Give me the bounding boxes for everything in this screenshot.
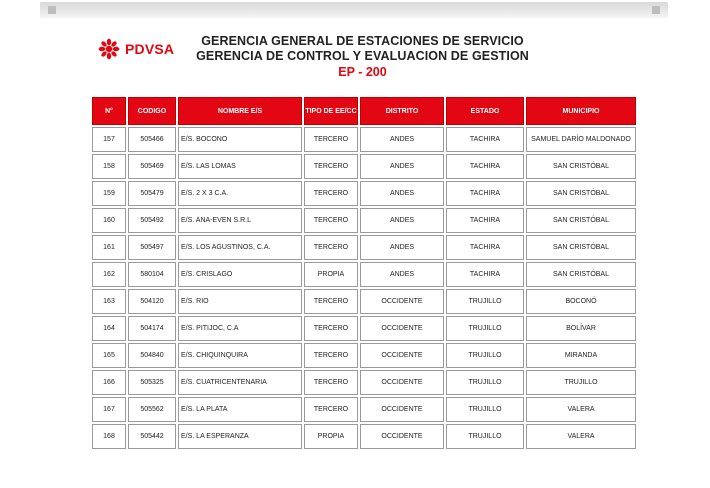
cell-type: TERCERO [304,127,358,152]
cell-municipality: VALERA [526,397,636,422]
title-line-1: GERENCIA GENERAL DE ESTACIONES DE SERVICIO [201,34,524,48]
cell-district: ANDES [360,127,444,152]
cell-municipality: SAN CRISTÓBAL [526,235,636,260]
cell-code: 505469 [128,154,176,179]
cell-number: 162 [92,262,126,287]
cell-type: TERCERO [304,289,358,314]
cell-state: TRUJILLO [446,397,524,422]
col-header-state: ESTADO [446,97,524,125]
cell-type: TERCERO [304,208,358,233]
col-header-district: DISTRITO [360,97,444,125]
cell-station-name: E/S. LA ESPERANZA [178,424,302,449]
cell-number: 163 [92,289,126,314]
pdvsa-sun-icon [98,38,120,60]
table-header-row [92,97,636,125]
cell-station-name: E/S. CRISLAGO [178,262,302,287]
viewer-toolbar [40,2,668,18]
cell-number: 159 [92,181,126,206]
cell-state: TACHIRA [446,208,524,233]
col-header-number: N° [92,97,126,125]
cell-municipality: BOCONÓ [526,289,636,314]
table-row [92,208,636,233]
cell-code: 505325 [128,370,176,395]
table-row [92,181,636,206]
cell-code: 505497 [128,235,176,260]
table-row [92,424,636,449]
cell-station-name: E/S. CHIQUINQUIRA [178,343,302,368]
cell-code: 580104 [128,262,176,287]
cell-state: TACHIRA [446,127,524,152]
cell-municipality: SAN CRISTÓBAL [526,208,636,233]
cell-state: TRUJILLO [446,424,524,449]
cell-district: OCCIDENTE [360,343,444,368]
cell-code: 505466 [128,127,176,152]
table-row [92,370,636,395]
cell-state: TACHIRA [446,181,524,206]
table-row [92,316,636,341]
cell-code: 505562 [128,397,176,422]
cell-number: 161 [92,235,126,260]
cell-number: 168 [92,424,126,449]
cell-district: OCCIDENTE [360,424,444,449]
cell-state: TACHIRA [446,154,524,179]
col-header-type: TIPO DE EE/CC [304,97,358,125]
cell-district: OCCIDENTE [360,316,444,341]
cell-number: 160 [92,208,126,233]
cell-code: 504174 [128,316,176,341]
logo-text: PDVSA [125,41,175,57]
cell-station-name: E/S. LA PLATA [178,397,302,422]
cell-station-name: E/S. CUATRICENTENARIA [178,370,302,395]
table-row [92,397,636,422]
stations-table [90,95,638,451]
cell-station-name: E/S. BOCONO [178,127,302,152]
table-row [92,262,636,287]
cell-state: TACHIRA [446,262,524,287]
col-header-code: CODIGO [128,97,176,125]
cell-municipality: VALERA [526,424,636,449]
cell-municipality: SAN CRISTÓBAL [526,181,636,206]
cell-number: 158 [92,154,126,179]
pdvsa-logo [98,38,174,60]
cell-station-name: E/S. PITIJOC, C.A [178,316,302,341]
cell-district: OCCIDENTE [360,289,444,314]
cell-number: 167 [92,397,126,422]
cell-type: PROPIA [304,262,358,287]
table-row [92,289,636,314]
cell-state: TRUJILLO [446,316,524,341]
cell-type: TERCERO [304,397,358,422]
cell-type: TERCERO [304,370,358,395]
cell-station-name: E/S. 2 X 3 C.A. [178,181,302,206]
cell-state: TRUJILLO [446,370,524,395]
cell-municipality: TRUJILLO [526,370,636,395]
cell-type: TERCERO [304,235,358,260]
cell-district: ANDES [360,235,444,260]
cell-municipality: SAN CRISTÓBAL [526,262,636,287]
cell-number: 165 [92,343,126,368]
cell-number: 164 [92,316,126,341]
cell-station-name: E/S. LOS AGUSTINOS, C.A. [178,235,302,260]
cell-district: ANDES [360,262,444,287]
cell-district: ANDES [360,181,444,206]
cell-type: TERCERO [304,316,358,341]
cell-code: 505442 [128,424,176,449]
cell-district: OCCIDENTE [360,370,444,395]
cell-type: TERCERO [304,181,358,206]
document-header [185,34,540,80]
cell-municipality: SAN CRISTÓBAL [526,154,636,179]
cell-code: 504120 [128,289,176,314]
cell-state: TACHIRA [446,235,524,260]
cell-station-name: E/S. LAS LOMAS [178,154,302,179]
cell-code: 504840 [128,343,176,368]
document-code: EP - 200 [338,65,387,79]
cell-station-name: E/S. ANA-EVEN S.R.L [178,208,302,233]
cell-code: 505479 [128,181,176,206]
cell-municipality: BOLÍVAR [526,316,636,341]
cell-district: OCCIDENTE [360,397,444,422]
cell-municipality: MIRANDA [526,343,636,368]
cell-municipality: SAMUEL DARÍO MALDONADO [526,127,636,152]
cell-number: 157 [92,127,126,152]
title-line-2: GERENCIA DE CONTROL Y EVALUACION DE GESTION [196,49,529,63]
cell-state: TRUJILLO [446,343,524,368]
table-row [92,235,636,260]
cell-code: 505492 [128,208,176,233]
cell-type: TERCERO [304,154,358,179]
cell-state: TRUJILLO [446,289,524,314]
cell-number: 166 [92,370,126,395]
cell-type: PROPIA [304,424,358,449]
cell-district: ANDES [360,154,444,179]
cell-station-name: E/S. RIO [178,289,302,314]
cell-type: TERCERO [304,343,358,368]
table-row [92,343,636,368]
table-row [92,154,636,179]
col-header-municipality: MUNICIPIO [526,97,636,125]
cell-district: ANDES [360,208,444,233]
table-row [92,127,636,152]
col-header-station-name: NOMBRE E/S [178,97,302,125]
